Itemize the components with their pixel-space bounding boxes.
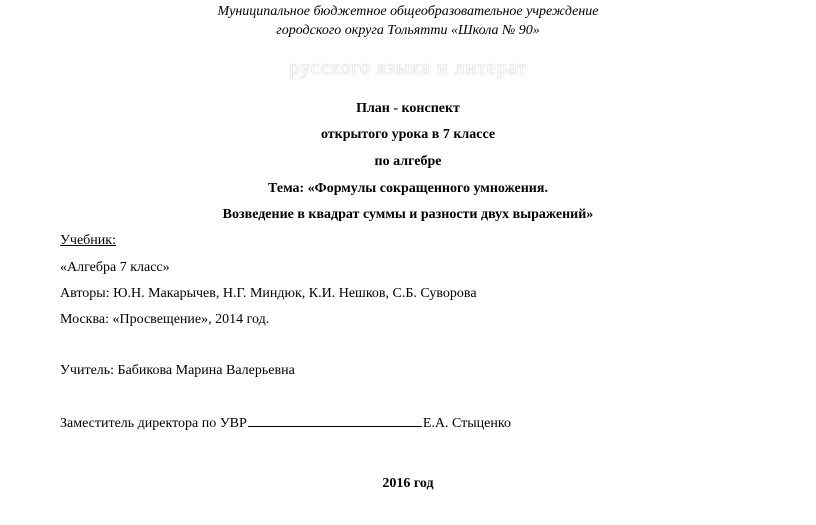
watermark-text: русского языка и литерат: [289, 57, 527, 79]
doc-title: План - конспект: [356, 101, 460, 116]
teacher-line: Учитель: Бабикова Марина Валерьевна: [60, 363, 295, 378]
year: 2016 год: [382, 476, 434, 491]
deputy-name: Е.А. Стыценко: [422, 416, 511, 431]
topic-line-2: Возведение в квадрат суммы и разности двух выражений»: [222, 207, 594, 222]
lesson-type: открытого урока в 7 классе: [320, 127, 496, 142]
textbook-label: Учебник:: [60, 233, 116, 248]
textbook-publisher: Москва: «Просвещение», 2014 год.: [60, 312, 270, 327]
textbook-name: «Алгебра 7 класс»: [60, 260, 170, 275]
signature-line: [248, 414, 422, 427]
topic-line-1: Тема: «Формулы сокращенного умножения.: [268, 181, 548, 196]
deputy-label: Заместитель директора по УВР: [60, 416, 247, 431]
subject: по алгебре: [374, 154, 442, 169]
school-city-line: городского округа Тольятти «Школа № 90»: [276, 23, 540, 38]
deputy-line: [60, 414, 511, 433]
school-name-line: Муниципальное бюджетное общеобразовательное учреждение: [217, 4, 599, 19]
textbook-authors: Авторы: Ю.Н. Макарычев, Н.Г. Миндюк, К.И. Нешков, С.Б. Суворова: [60, 286, 477, 301]
